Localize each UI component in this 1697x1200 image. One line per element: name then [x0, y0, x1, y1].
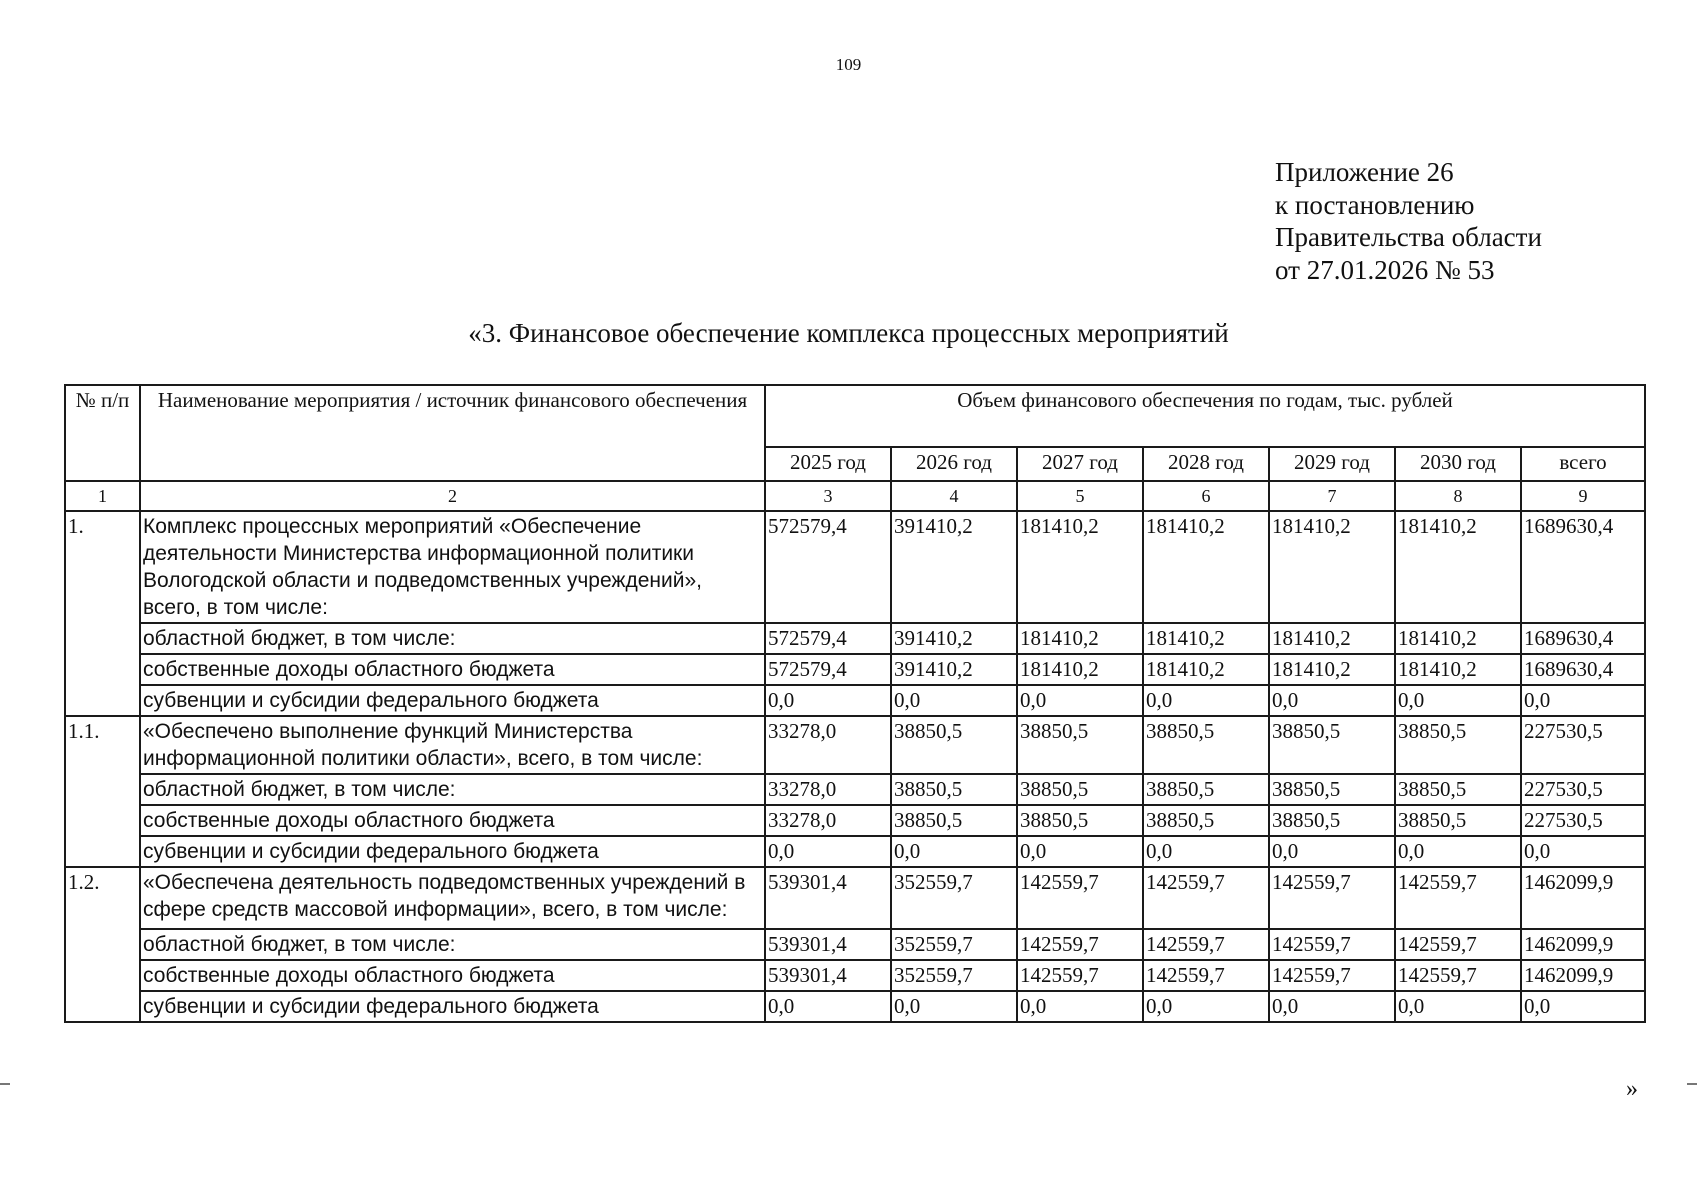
row-value: 0,0: [1395, 685, 1521, 716]
row-value: 38850,5: [891, 774, 1017, 805]
row-value: 38850,5: [1017, 774, 1143, 805]
row-value: 181410,2: [1269, 623, 1395, 654]
row-name: собственные доходы областного бюджета: [140, 805, 765, 836]
row-value: 0,0: [1395, 991, 1521, 1022]
row-name: субвенции и субсидии федерального бюджета: [140, 685, 765, 716]
row-value: 0,0: [765, 991, 891, 1022]
row-value: 391410,2: [891, 511, 1017, 623]
table-row: [65, 716, 1645, 774]
row-value: 0,0: [891, 991, 1017, 1022]
table-row: [65, 511, 1645, 623]
row-name: субвенции и субсидии федерального бюджета: [140, 991, 765, 1022]
row-value: 539301,4: [765, 929, 891, 960]
row-name: собственные доходы областного бюджета: [140, 654, 765, 685]
row-value: 0,0: [1017, 836, 1143, 867]
row-name: «Обеспечена деятельность подведомственных учреждений в сфере средств массовой информации», всего, в том числе:: [140, 867, 765, 929]
row-value: 0,0: [1521, 991, 1645, 1022]
table-row: [65, 685, 1645, 716]
row-value: 181410,2: [1269, 511, 1395, 623]
row-value: 181410,2: [1395, 623, 1521, 654]
row-value: 38850,5: [1395, 716, 1521, 774]
row-value: 0,0: [1521, 685, 1645, 716]
row-value: 0,0: [1269, 991, 1395, 1022]
row-value: 1689630,4: [1521, 511, 1645, 623]
row-value: 181410,2: [1017, 654, 1143, 685]
row-value: 181410,2: [1395, 654, 1521, 685]
row-value: 38850,5: [1269, 805, 1395, 836]
row-value: 572579,4: [765, 511, 891, 623]
row-value: 0,0: [1143, 991, 1269, 1022]
header-year: 2026 год: [891, 447, 1017, 481]
row-value: 38850,5: [1017, 716, 1143, 774]
row-value: 1462099,9: [1521, 929, 1645, 960]
row-value: 38850,5: [1269, 774, 1395, 805]
row-value: 227530,5: [1521, 774, 1645, 805]
header-year: 2027 год: [1017, 447, 1143, 481]
page-number: 109: [835, 55, 862, 74]
table-row: [65, 929, 1645, 960]
header-number: № п/п: [65, 385, 140, 481]
row-value: 227530,5: [1521, 716, 1645, 774]
header-year: 2030 год: [1395, 447, 1521, 481]
row-value: 142559,7: [1269, 960, 1395, 991]
row-value: 181410,2: [1269, 654, 1395, 685]
row-value: 142559,7: [1395, 929, 1521, 960]
row-value: 181410,2: [1143, 654, 1269, 685]
column-number: 4: [891, 481, 1017, 511]
appendix-block: [1275, 156, 1542, 286]
row-value: 142559,7: [1269, 929, 1395, 960]
header-volume: Объем финансового обеспечения по годам, тыс. рублей: [765, 385, 1645, 447]
row-value: 1689630,4: [1521, 623, 1645, 654]
column-number: 2: [140, 481, 765, 511]
row-name: областной бюджет, в том числе:: [140, 623, 765, 654]
header-year: 2025 год: [765, 447, 891, 481]
row-value: 38850,5: [1269, 716, 1395, 774]
row-value: 0,0: [765, 685, 891, 716]
row-value: 0,0: [765, 836, 891, 867]
header-year: всего: [1521, 447, 1645, 481]
row-value: 1689630,4: [1521, 654, 1645, 685]
table-row: [65, 774, 1645, 805]
row-name: областной бюджет, в том числе:: [140, 929, 765, 960]
row-value: 181410,2: [1017, 623, 1143, 654]
row-value: 572579,4: [765, 623, 891, 654]
closing-quote: »: [1626, 1076, 1638, 1102]
row-name: Комплекс процессных мероприятий «Обеспечение деятельности Министерства информационной политики Вологодской области и подведомственных учреждений», всего, в том числе:: [140, 511, 765, 623]
margin-mark-right: [1687, 1083, 1697, 1085]
column-number: 8: [1395, 481, 1521, 511]
row-value: 0,0: [1017, 685, 1143, 716]
row-value: 142559,7: [1017, 960, 1143, 991]
row-value: 38850,5: [1395, 805, 1521, 836]
table-row: [65, 867, 1645, 929]
row-value: 142559,7: [1269, 867, 1395, 929]
row-value: 33278,0: [765, 805, 891, 836]
row-value: 572579,4: [765, 654, 891, 685]
row-value: 142559,7: [1017, 929, 1143, 960]
row-value: 181410,2: [1143, 511, 1269, 623]
row-value: 181410,2: [1143, 623, 1269, 654]
column-number: 5: [1017, 481, 1143, 511]
column-number: 7: [1269, 481, 1395, 511]
row-value: 352559,7: [891, 960, 1017, 991]
row-value: 0,0: [891, 836, 1017, 867]
appendix-line-3: Правительства области: [1275, 222, 1542, 252]
row-value: 352559,7: [891, 867, 1017, 929]
row-value: 0,0: [1521, 836, 1645, 867]
column-number: 6: [1143, 481, 1269, 511]
row-value: 33278,0: [765, 774, 891, 805]
row-name: субвенции и субсидии федерального бюджета: [140, 836, 765, 867]
table-row: [65, 991, 1645, 1022]
row-value: 391410,2: [891, 623, 1017, 654]
row-value: 1462099,9: [1521, 867, 1645, 929]
row-value: 38850,5: [891, 716, 1017, 774]
row-value: 38850,5: [1143, 774, 1269, 805]
row-value: 0,0: [1269, 836, 1395, 867]
column-number: 1: [65, 481, 140, 511]
row-value: 38850,5: [1143, 805, 1269, 836]
row-value: 142559,7: [1143, 867, 1269, 929]
row-value: 0,0: [1143, 685, 1269, 716]
row-value: 227530,5: [1521, 805, 1645, 836]
row-value: 142559,7: [1395, 960, 1521, 991]
table-row: [65, 805, 1645, 836]
row-value: 181410,2: [1017, 511, 1143, 623]
header-year: 2029 год: [1269, 447, 1395, 481]
row-value: 142559,7: [1017, 867, 1143, 929]
row-name: собственные доходы областного бюджета: [140, 960, 765, 991]
appendix-line-2: к постановлению: [1275, 189, 1475, 220]
row-value: 0,0: [1269, 685, 1395, 716]
table-row: [65, 960, 1645, 991]
financing-table: [64, 384, 1646, 1023]
row-number: 1.2.: [65, 867, 140, 1022]
row-value: 142559,7: [1143, 960, 1269, 991]
header-name: Наименование мероприятия / источник финансового обеспечения: [140, 385, 765, 481]
table-row: [65, 654, 1645, 685]
row-value: 0,0: [1395, 836, 1521, 867]
row-value: 38850,5: [891, 805, 1017, 836]
row-value: 391410,2: [891, 654, 1017, 685]
row-value: 0,0: [891, 685, 1017, 716]
header-year: 2028 год: [1143, 447, 1269, 481]
row-value: 142559,7: [1143, 929, 1269, 960]
row-value: 38850,5: [1395, 774, 1521, 805]
margin-mark-left: [0, 1083, 10, 1085]
row-value: 0,0: [1143, 836, 1269, 867]
row-value: 539301,4: [765, 867, 891, 929]
row-name: «Обеспечено выполнение функций Министерства информационной политики области», всего, в том числе:: [140, 716, 765, 774]
document-title: «3. Финансовое обеспечение комплекса процессных мероприятий: [468, 318, 1229, 348]
column-number: 3: [765, 481, 891, 511]
row-number: 1.1.: [65, 716, 140, 867]
row-value: 142559,7: [1395, 867, 1521, 929]
row-value: 539301,4: [765, 960, 891, 991]
row-value: 38850,5: [1017, 805, 1143, 836]
table-row: [65, 623, 1645, 654]
appendix-line-1: Приложение 26: [1275, 157, 1454, 187]
row-value: 38850,5: [1143, 716, 1269, 774]
row-value: 181410,2: [1395, 511, 1521, 623]
row-number: 1.: [65, 511, 140, 716]
column-number: 9: [1521, 481, 1645, 511]
row-value: 0,0: [1017, 991, 1143, 1022]
row-name: областной бюджет, в том числе:: [140, 774, 765, 805]
appendix-line-4: от 27.01.2026 № 53: [1275, 254, 1495, 285]
table-row: [65, 836, 1645, 867]
row-value: 33278,0: [765, 716, 891, 774]
row-value: 352559,7: [891, 929, 1017, 960]
row-value: 1462099,9: [1521, 960, 1645, 991]
